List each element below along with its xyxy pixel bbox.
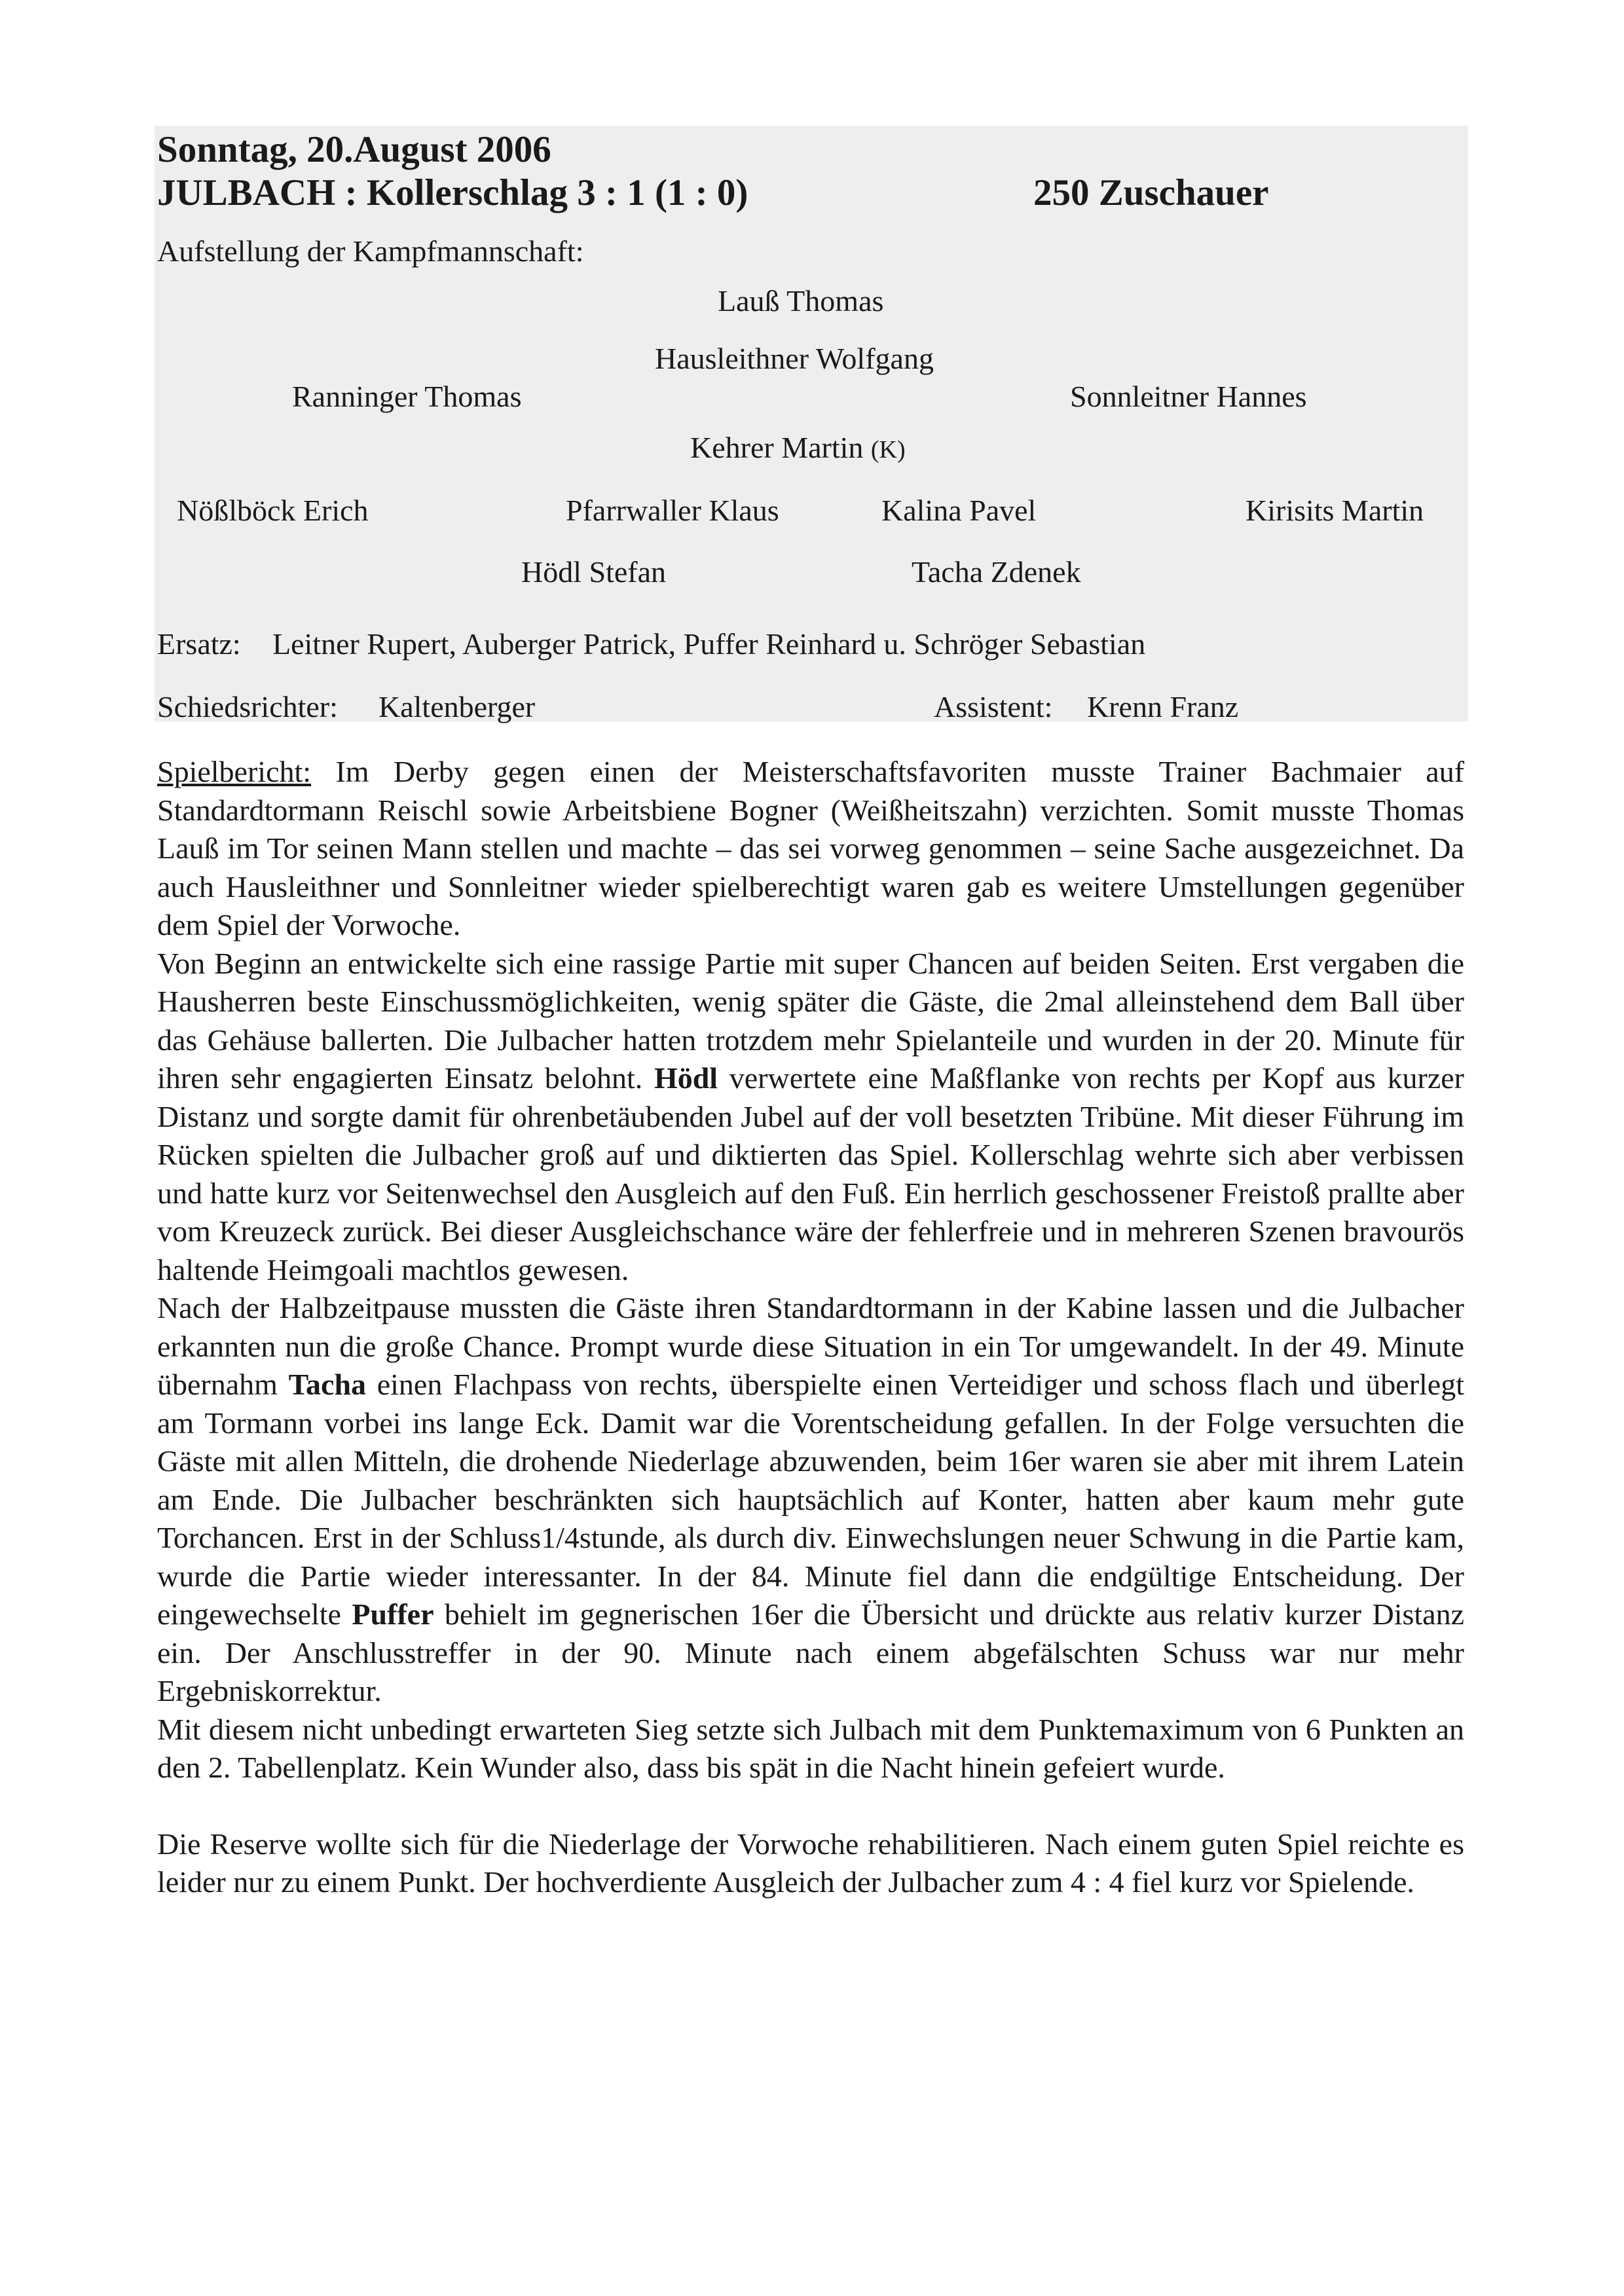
report-text-3c: behielt im gegnerischen 16er die Übersicht und drückte aus relativ kurzer Distanz ein. Der Anschlusstreffer in der 90. Minute nach einem abgefälschten Schuss war nur mehr Ergebniskorrektur. — [157, 1597, 1465, 1707]
player-mid-4: Kirisits Martin — [1246, 494, 1424, 527]
spectator-count: 250 Zuschauer — [1033, 172, 1269, 213]
report-text-1: Im Derby gegen einen der Meisterschaftsfavoriten musste Trainer Bachmaier auf Standardtormann Reischl sowie Arbeitsbiene Bogner (Weißheitszahn) verzichten. Somit musste Thomas Lauß im Tor seinen Mann stellen und machte – das sei vorweg genommen – seine Sache ausgezeichnet. Da auch Hausleithner und Sonnleitner wieder spielberechtigt waren gab es weitere Umstellungen gegenüber dem Spiel der Vorwoche. — [157, 755, 1465, 941]
substitutes-label: Ersatz: — [157, 627, 241, 661]
scorer-hoedl: Hödl — [654, 1061, 718, 1095]
referee-name: Kaltenberger — [378, 690, 536, 723]
report-label: Spielbericht: — [157, 755, 312, 788]
report-paragraph-3 — [157, 1289, 1464, 1711]
match-date: Sonntag, 20.August 2006 — [157, 129, 551, 170]
player-forward-1: Hödl Stefan — [521, 555, 667, 589]
scorer-puffer: Puffer — [352, 1597, 434, 1631]
substitutes-names: Leitner Rupert, Auberger Patrick, Puffer Reinhard u. Schröger Sebastian — [272, 627, 1146, 661]
report-paragraph-5: Die Reserve wollte sich für die Niederlage der Vorwoche rehabilitieren. Nach einem guten Spiel reichte es leider nur zu einem Punkt. Der hochverdiente Ausgleich der Julbacher zum 4 : 4 fiel kurz vor Spielende. — [157, 1827, 1464, 1899]
player-libero-name: Kehrer Martin — [690, 431, 864, 464]
player-defender-right: Sonnleitner Hannes — [1070, 380, 1307, 413]
report-text-2a: Von Beginn an entwickelte sich eine rassige Partie mit super Chancen auf beiden Seiten. Erst vergaben die Hausherren beste Einschussmöglichkeiten, wenig später die Gäste, die 2mal alleinstehend dem Ball über das Gehäuse ballerten. Die Julbacher hatten trotzdem mehr Spielanteile und wurden in der 20. Minute für ihren sehr engagierten Einsatz belohnt. — [157, 946, 1464, 1095]
report-text-3b: einen Flachpass von rechts, überspielte einen Verteidiger und schoss flach und überlegt am Tormann vorbei ins lange Eck. Damit war die Vorentscheidung gefallen. In der Folge versuchten die Gäste mit allen Mitteln, die drohende Niederlage abzuwenden, beim 16er waren sie aber mit ihrem Latein am Ende. Die Julbacher beschränkten sich hauptsächlich auf Konter, hatten aber kaum mehr gute Torchancen. Erst in der Schluss1/4stunde, als durch div. Einwechslungen neuer Schwung in die Partie kam, wurde die Partie wieder interessanter. In der 84. Minute fiel dann die endgültige Entscheidung. Der eingewechselte — [157, 1368, 1465, 1631]
assistant-name: Krenn Franz — [1087, 690, 1239, 723]
player-mid-1: Nößlböck Erich — [177, 494, 369, 527]
player-forward-2: Tacha Zdenek — [912, 555, 1081, 589]
report-paragraph-2 — [157, 945, 1464, 1290]
assistant-label: Assistent: — [934, 690, 1053, 723]
report-text-3a: Nach der Halbzeitpause mussten die Gäste ihren Standardtormann in der Kabine lassen und die Julbacher erkannten nun die große Chance. Prompt wurde diese Situation in ein Tor umgewandelt. In der 49. Minute übernahm — [157, 1291, 1464, 1401]
referee-label: Schiedsrichter: — [157, 690, 338, 723]
player-libero — [690, 429, 906, 468]
player-defender-left: Ranninger Thomas — [292, 380, 522, 413]
player-goalkeeper: Lauß Thomas — [718, 284, 884, 318]
player-mid-3: Kalina Pavel — [881, 494, 1037, 527]
report-paragraph-1 — [157, 753, 1464, 945]
match-report — [157, 753, 1464, 1902]
player-defender-center: Hausleithner Wolfgang — [655, 342, 934, 375]
match-result: JULBACH : Kollerschlag 3 : 1 (1 : 0) — [157, 172, 748, 213]
report-paragraph-4: Mit diesem nicht unbedingt erwarteten Sieg setzte sich Julbach mit dem Punktemaximum von 6 Punkten an den 2. Tabellenplatz. Kein Wunder also, dass bis spät in die Nacht hinein gefeiert wurde. — [157, 1712, 1464, 1784]
lineup-label: Aufstellung der Kampfmannschaft: — [157, 234, 584, 268]
report-text-2b: verwertete eine Maßflanke von rechts per Kopf aus kurzer Distanz und sorgte damit für ohrenbetäubenden Jubel auf der voll besetzten Tribüne. Mit dieser Führung im Rücken spielten die Julbacher groß auf und diktierten das Spiel. Kollerschlag wehrte sich aber verbissen und hatte kurz vor Seitenwechsel den Ausgleich auf den Fuß. Ein herrlich geschossener Freistoß prallte aber vom Kreuzeck zurück. Bei dieser Ausgleichschance wäre der fehlerfreie und in mehreren Szenen bravourös haltende Heimgoali machtlos gewesen. — [157, 1061, 1464, 1286]
player-mid-2: Pfarrwaller Klaus — [566, 494, 779, 527]
captain-mark: (K) — [870, 436, 906, 464]
scorer-tacha: Tacha — [288, 1368, 367, 1401]
